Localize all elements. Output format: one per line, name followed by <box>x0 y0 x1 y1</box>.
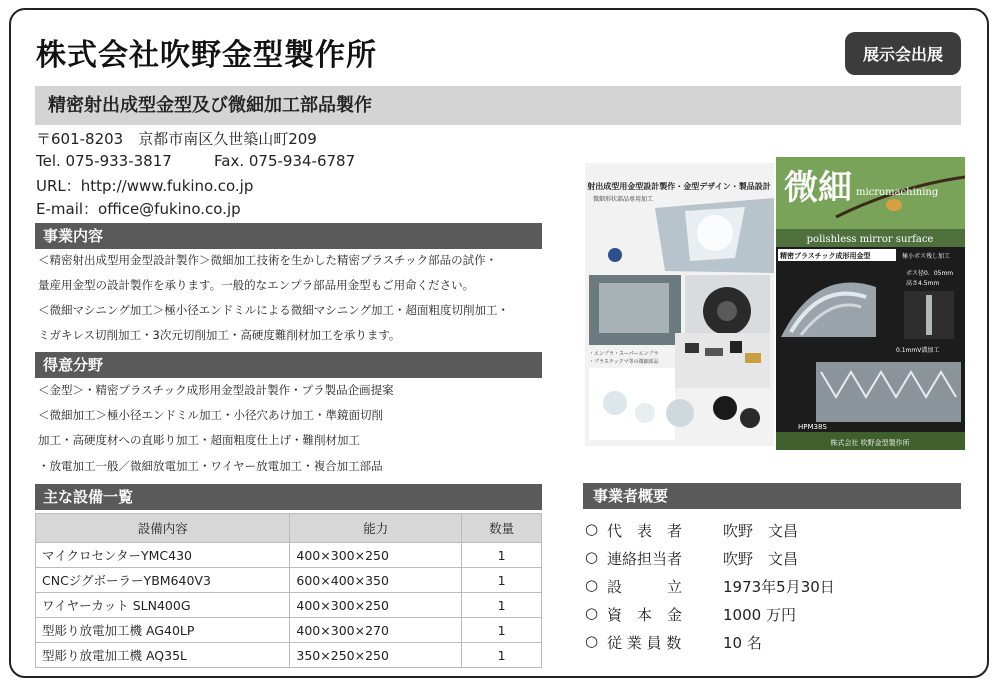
equipment-quantity: 1 <box>462 593 542 618</box>
cover-footer: 株式会社 吹野金型製作所 <box>830 439 910 447</box>
table-header-row <box>36 514 542 543</box>
circle-bullet-icon: ○ <box>585 604 599 622</box>
profile-row <box>585 520 798 541</box>
business-heading: 事業内容 <box>35 223 542 249</box>
profile-value: 10 名 <box>723 634 762 652</box>
specialty-line: ・放電加工一般／微細放電加工・ワイヤー放電加工・複合加工部品 <box>38 459 383 473</box>
profile-value: 吹野 文昌 <box>723 550 799 568</box>
profile-row <box>585 576 835 597</box>
equipment-table <box>35 513 542 668</box>
specialty-line: ＜微細加工＞極小径エンドミル加工・小径穴あけ加工・準鏡面切削 <box>38 408 383 422</box>
cover-label: 精密プラスチック成形用金型 <box>780 252 871 260</box>
equipment-quantity: 1 <box>462 543 542 568</box>
brochure-heading: 射出成型用金型設計製作・金型デザイン・製品設計 <box>587 182 771 191</box>
equipment-heading: 主な設備一覧 <box>35 484 542 510</box>
equipment-quantity: 1 <box>462 568 542 593</box>
cover-image <box>776 157 965 450</box>
circle-bullet-icon: ○ <box>585 520 599 538</box>
profile-label: 資 本 金 <box>607 606 683 624</box>
business-line: ＜精密射出成型用金型設計製作＞微細加工技術を生かした精密プラスチック部品の試作・ <box>38 253 498 267</box>
cover-title-en: micromachining <box>856 187 939 198</box>
table-row <box>36 643 542 668</box>
equipment-capacity: 400×300×250 <box>290 543 462 568</box>
equipment-name: 型彫り放電加工機 AQ35L <box>36 643 290 668</box>
profile-row <box>585 548 798 569</box>
equipment-quantity: 1 <box>462 643 542 668</box>
brochure-subheading: 微細形状部品専用加工 <box>593 196 654 203</box>
cover-label: 極小ボス残し加工 <box>902 253 951 260</box>
equipment-name: CNCジグボーラーYBM640V3 <box>36 568 290 593</box>
cover-label: HPM38S <box>798 423 827 431</box>
equipment-capacity: 350×250×250 <box>290 643 462 668</box>
specialty-line: 加工・高硬度材への直彫り加工・超面粗度仕上げ・難削材加工 <box>38 433 360 447</box>
equipment-name: マイクロセンターYMC430 <box>36 543 290 568</box>
column-header: 能力 <box>290 514 462 543</box>
brochure-image <box>585 163 774 446</box>
profile-label: 代 表 者 <box>607 522 683 540</box>
equipment-capacity: 600×400×350 <box>290 568 462 593</box>
profile-value: 1973年5月30日 <box>723 578 835 596</box>
table-row <box>36 543 542 568</box>
equipment-capacity: 400×300×250 <box>290 593 462 618</box>
table-row <box>36 568 542 593</box>
fax: Fax. 075-934-6787 <box>214 152 356 170</box>
tel: Tel. 075-933-3817 <box>36 152 172 170</box>
subtitle: 精密射出成型金型及び微細加工部品製作 <box>48 95 372 116</box>
business-line: ＜微細マシニング加工＞極小径エンドミルによる微細マシニング加工・超面粗度切削加工・ <box>38 303 510 317</box>
equipment-capacity: 400×300×270 <box>290 618 462 643</box>
address: 〒601-8203 京都市南区久世築山町209 <box>36 130 317 148</box>
exhibition-badge: 展示会出展 <box>845 32 961 75</box>
circle-bullet-icon: ○ <box>585 576 599 594</box>
profile-label: 連絡担当者 <box>607 550 683 568</box>
cover-title: 微細 <box>784 168 852 208</box>
cover-tagline: polishless mirror surface <box>806 234 934 245</box>
brochure-caption: ・プラスチックマ等の微細部品 <box>589 359 659 365</box>
column-header: 設備内容 <box>36 514 290 543</box>
brochure-caption: ・エンプラ・スーパーエンプラ <box>589 351 659 357</box>
cover-label: 高さ4.5mm <box>906 280 940 287</box>
column-header: 数量 <box>462 514 542 543</box>
profile-value: 吹野 文昌 <box>723 522 799 540</box>
equipment-name: 型彫り放電加工機 AG40LP <box>36 618 290 643</box>
specialty-heading: 得意分野 <box>35 352 542 378</box>
cover-illustration <box>776 157 965 450</box>
business-line: ミガキレス切削加工・3次元切削加工・高硬度難削材加工を承ります。 <box>38 328 401 342</box>
circle-bullet-icon: ○ <box>585 548 599 566</box>
business-line: 量産用金型の設計製作を承ります。一般的なエンプラ部品用金型もご用命ください。 <box>38 278 475 292</box>
circle-bullet-icon: ○ <box>585 632 599 650</box>
profile-label: 設 立 <box>607 578 683 596</box>
profile-row <box>585 632 762 653</box>
specialty-line: ＜金型＞・精密プラスチック成形用金型設計製作・プラ製品企画提案 <box>38 383 394 397</box>
table-row <box>36 618 542 643</box>
company-name: 株式会社吹野金型製作所 <box>36 38 377 73</box>
cover-label: 0.1mmV溝加工 <box>896 347 940 354</box>
email: E-mail：office@fukino.co.jp <box>36 200 241 218</box>
profile-label: 従 業 員 数 <box>607 634 682 652</box>
table-row <box>36 593 542 618</box>
profile-row <box>585 604 796 625</box>
brochure-logo-icon <box>608 248 622 262</box>
cover-label: ボス径0．05mm <box>906 270 954 277</box>
equipment-quantity: 1 <box>462 618 542 643</box>
brochure-illustration <box>585 163 774 446</box>
equipment-name: ワイヤーカット SLN400G <box>36 593 290 618</box>
profile-heading: 事業者概要 <box>583 483 961 509</box>
profile-value: 1000 万円 <box>723 606 796 624</box>
url: URL：http://www.fukino.co.jp <box>36 177 254 195</box>
